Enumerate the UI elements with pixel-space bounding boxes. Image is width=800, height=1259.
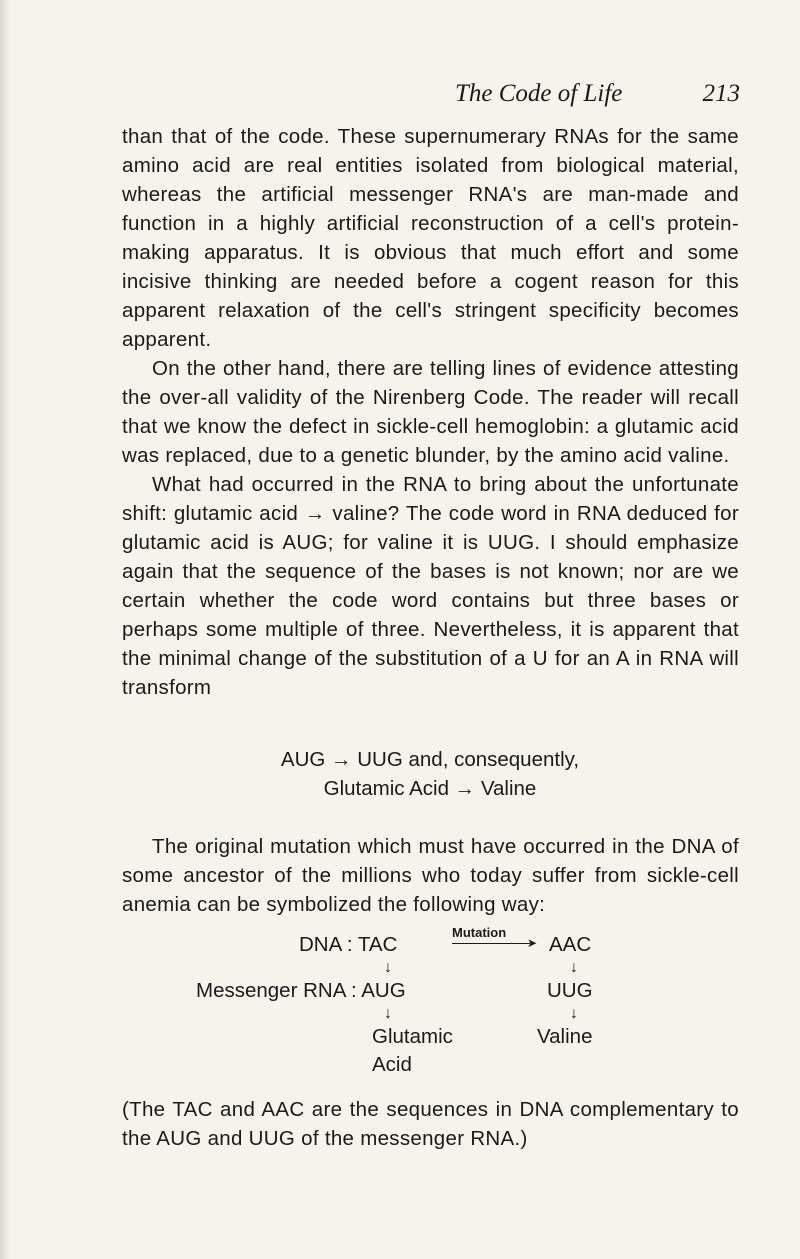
arrow-down-dna-original: ↓ [384,959,392,976]
paragraph-3: What had occurred in the RNA to bring about the unfortunate shift: glutamic acid → valine? The code word in RNA deduced for glutamic acid is AUG; for valine it is UUG. I should emphasize again that the sequence of the bases is not known; nor are we certain whether the code word contains but three bases or perhaps some multiple of three. Nevertheless, it is apparent that the minimal change of the substitution of a U for an A in RNA will transform [122,473,739,699]
equation-bases: AUG → UUG and, consequently, [280,748,580,771]
mutation-label: Mutation [452,925,507,940]
amino-acid-original-line2: Acid [372,1053,412,1076]
paragraph-4: The original mutation which must have occurred in the DNA of some ancestor of the millions who today suffer from sickle-cell anemia can be symbolized the following way: [122,835,739,916]
dna-mutant: AAC [549,933,592,956]
rna-row-label: Messenger RNA : AUG [196,979,406,1002]
equation-amino-acids: Glutamic Acid → Valine [323,777,537,800]
page-edge-shadow [0,0,10,1259]
rna-mutant: UUG [547,979,593,1002]
page-number: 213 [702,80,740,107]
mutation-arrow-head: ➤ [527,936,538,950]
amino-acid-mutant: Valine [537,1025,593,1048]
body-text [122,122,739,702]
arrow-down-rna-mutant: ↓ [570,1005,578,1022]
arrow-down-rna-original: ↓ [384,1005,392,1022]
mutation-arrow-shaft [452,943,530,944]
amino-acid-original-line1: Glutamic [372,1025,453,1048]
closing-text [122,1095,739,1153]
paragraph-1: than that of the code. These supernumerary RNAs for the same amino acid are real entities isolated from biological material, whereas the artificial messenger RNA's are man-made and function in a highly artificial reconstruction of a cell's protein-making apparatus. It is obvious that much effort and some incisive thinking are needed before a cogent reason for this apparent relaxation of the cell's stringent specificity becomes apparent. [122,125,739,351]
paragraph-2: On the other hand, there are telling lines of evidence attesting the over-all validity of the Nirenberg Code. The reader will recall that we know the defect in sickle-cell hemoglobin: a glutamic acid was replaced, due to a genetic blunder, by the amino acid valine. [122,357,739,467]
body-text-continued [122,832,739,919]
dna-row-label: DNA : TAC [299,933,398,956]
closing-paragraph: (The TAC and AAC are the sequences in DNA complementary to the AUG and UUG of the messenger RNA.) [122,1098,739,1150]
running-title: The Code of Life [455,80,623,107]
arrow-down-dna-mutant: ↓ [570,959,578,976]
